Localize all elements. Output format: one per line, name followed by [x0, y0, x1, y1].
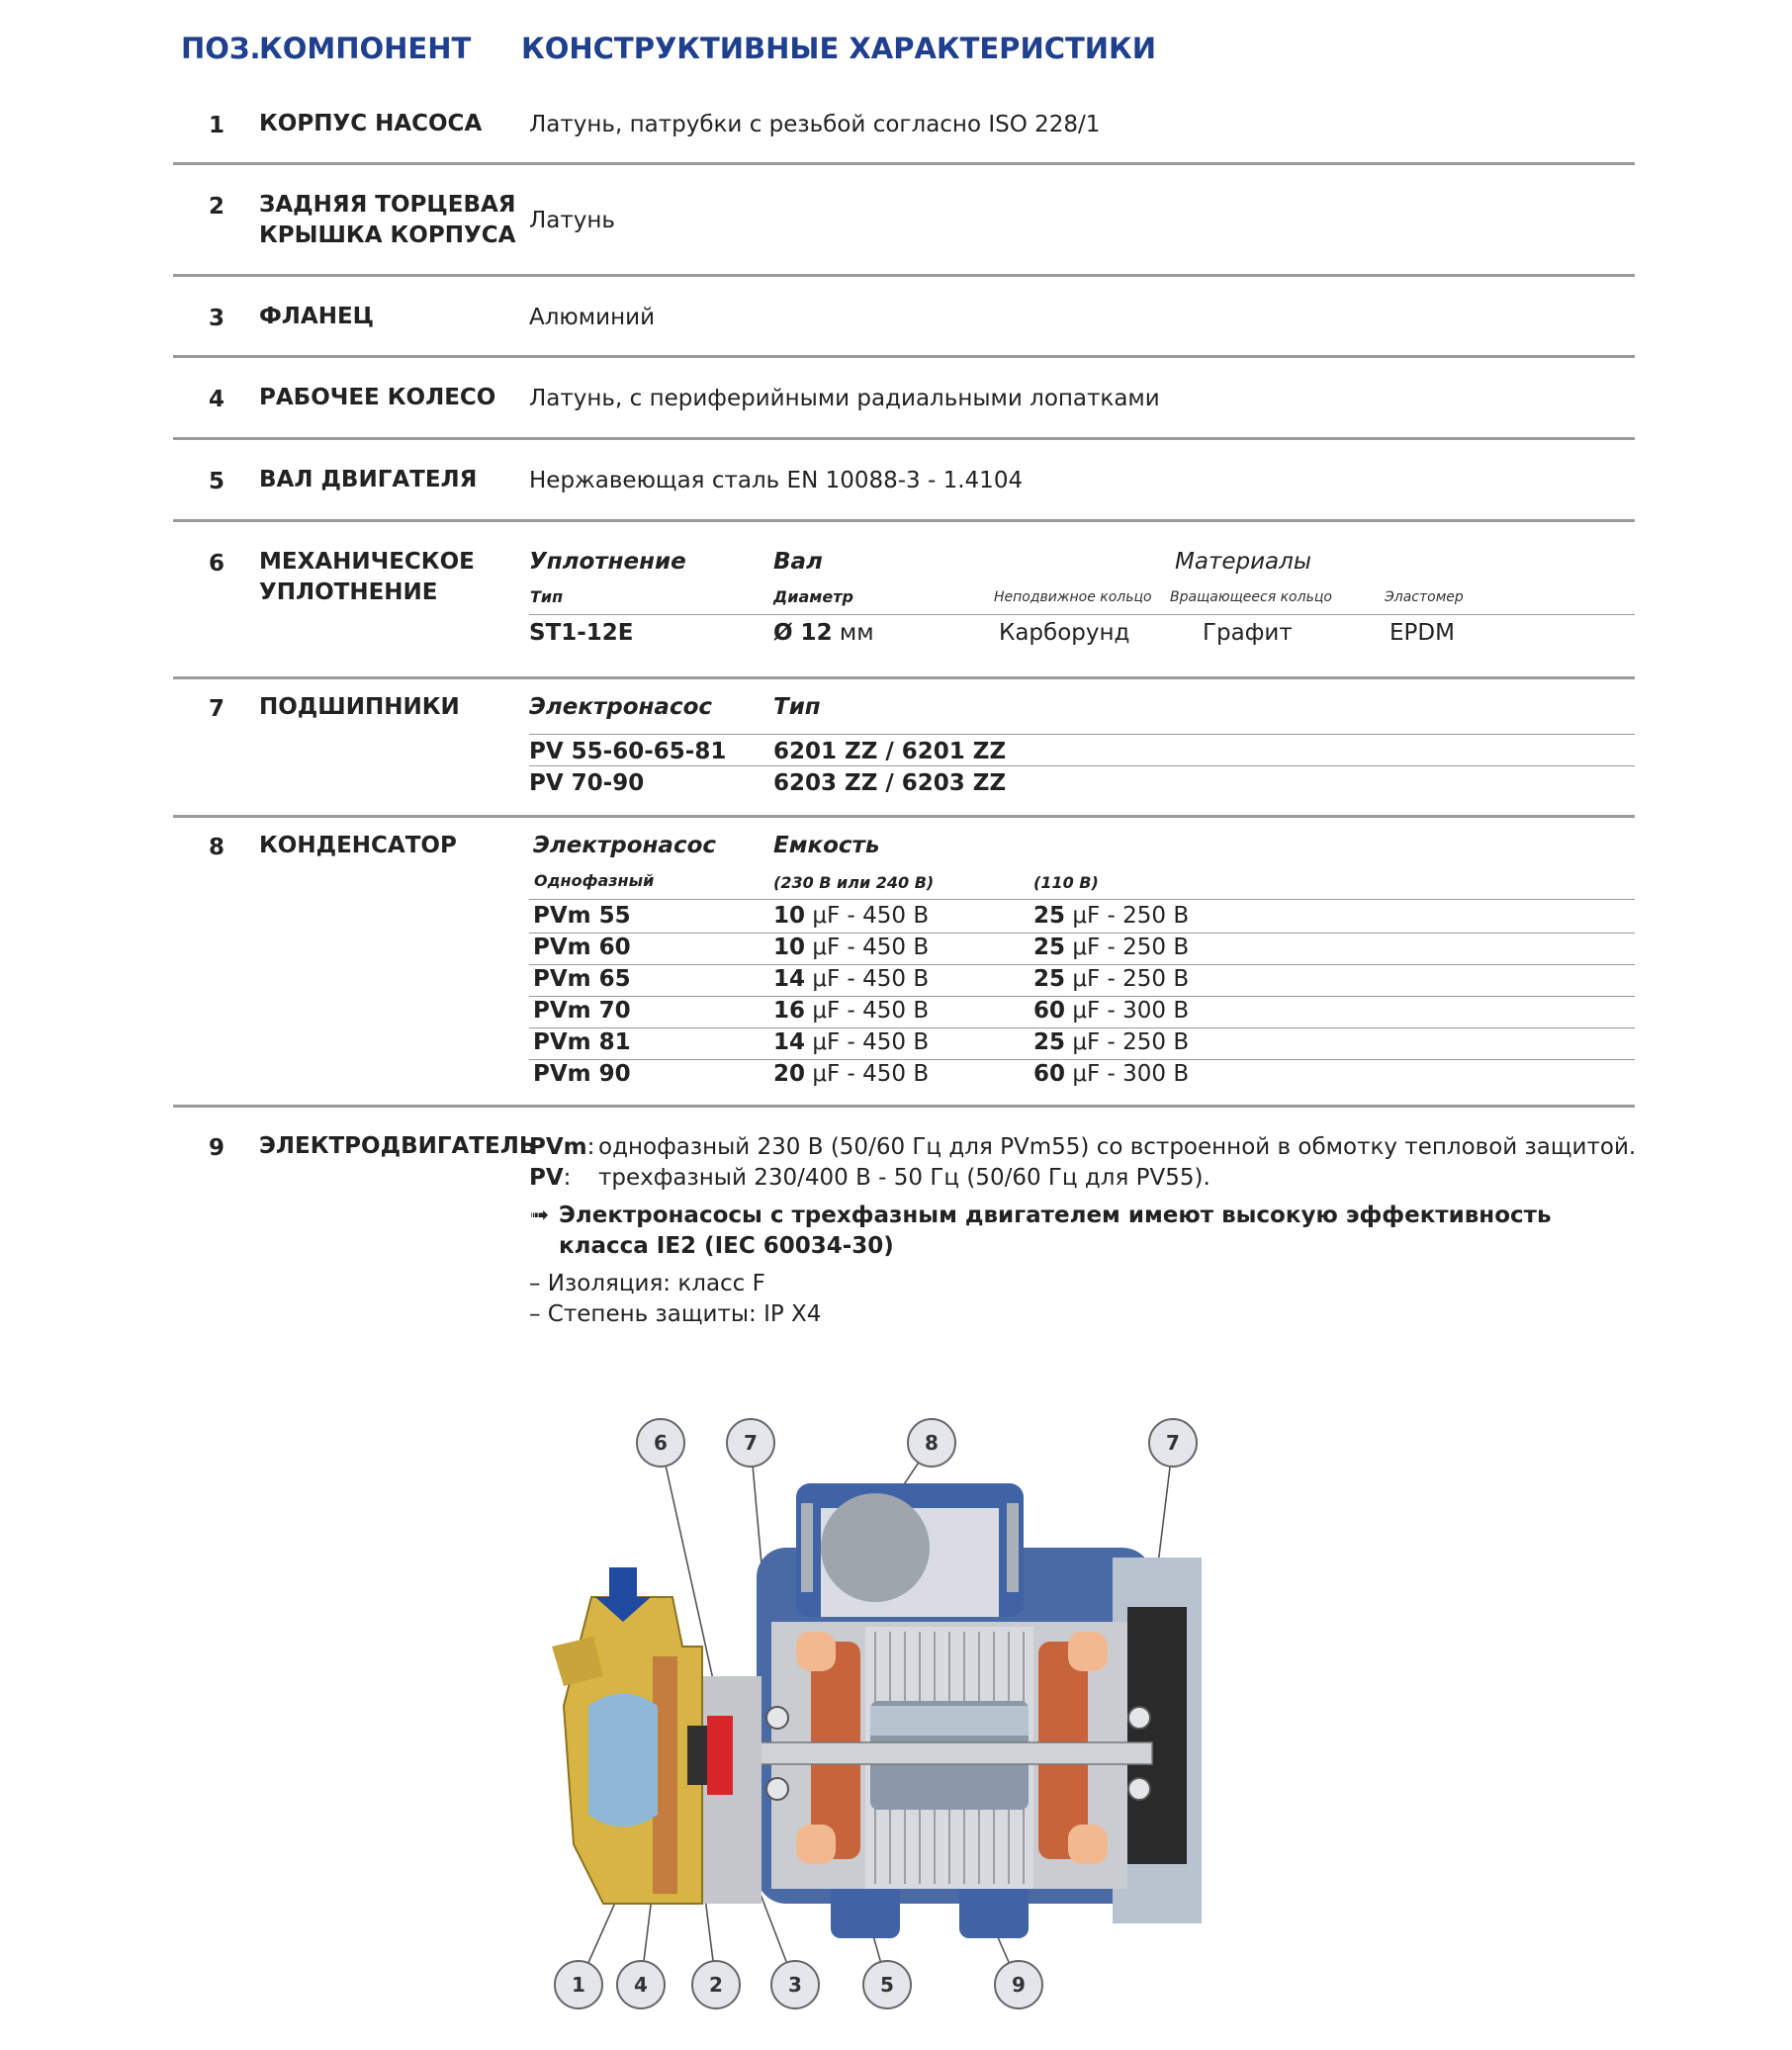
component-name: ЗАДНЯЯ ТОРЦЕВАЯ: [259, 192, 516, 218]
protection-degree: – Степень защиты: IP X4: [529, 1301, 822, 1327]
elastomer-subheading: Эластомер: [1385, 589, 1464, 605]
voltage-110-subheading: (110 В): [1033, 873, 1099, 892]
callout-label: 6: [654, 1431, 668, 1455]
rotating-ring-subheading: Вращающееся кольцо: [1170, 589, 1332, 605]
pump-heading: Электронасос: [533, 833, 717, 858]
foot: [959, 1884, 1029, 1938]
table-line: [529, 1059, 1635, 1060]
fixed-ring-subheading: Неподвижное кольцо: [994, 589, 1152, 605]
callouts-top: [637, 1419, 1197, 1467]
capacity-value: 25: [1033, 903, 1066, 929]
capacity-value: 25: [1033, 1029, 1066, 1055]
capacitor-110v: [1033, 935, 1189, 960]
row-number: 2: [209, 194, 225, 220]
pump-heading: Электронасос: [529, 694, 713, 720]
callouts-bottom: [555, 1961, 1042, 2008]
pv-label: PV: [529, 1165, 564, 1191]
capacity-unit: μF - 450 В: [805, 998, 930, 1024]
capacitor-230v: [773, 966, 929, 992]
capacity-unit: μF - 450 В: [805, 966, 930, 992]
row-number: 9: [209, 1135, 225, 1161]
capacitor: [821, 1493, 930, 1602]
capacity-value: 10: [773, 935, 806, 960]
capacitor-230v: [773, 903, 929, 929]
pump-model: PVm 60: [533, 935, 631, 960]
header-component: КОМПОНЕНТ: [259, 32, 472, 65]
row-number: 3: [209, 306, 225, 331]
motor-pvm-text: однофазный 230 В (50/60 Гц для PVm55) со встроенной в обмотку тепловой защитой.: [598, 1134, 1637, 1160]
component-value: Нержавеющая сталь EN 10088-3 - 1.4104: [529, 468, 1024, 493]
capacitor-110v: [1033, 966, 1189, 992]
capacitor-pump: [533, 1029, 631, 1055]
capacity-value: 16: [773, 998, 806, 1024]
row-divider: [173, 1105, 1635, 1108]
insulation-class: – Изоляция: класс F: [529, 1271, 765, 1296]
motor-pv-line: PV:: [529, 1165, 572, 1191]
row-divider: [173, 437, 1635, 440]
pump-model: PVm 65: [533, 966, 631, 992]
winding-end: [796, 1825, 836, 1864]
capacitor-230v: [773, 998, 929, 1024]
table-line: [529, 933, 1635, 934]
seal-ring: [687, 1726, 707, 1785]
capacitor-110v: [1033, 1061, 1189, 1087]
bearing: [1128, 1707, 1150, 1729]
winding-end: [1068, 1825, 1108, 1864]
bearing: [766, 1707, 788, 1729]
bearing: [1128, 1778, 1150, 1800]
callout-label: 2: [709, 1973, 723, 1997]
component-name: КОНДЕНСАТОР: [259, 833, 457, 858]
table-line: [529, 614, 1635, 615]
seal-type: ST1-12E: [529, 620, 634, 646]
component-value: Латунь: [529, 208, 615, 233]
efficiency-note: класса IE2 (IEC 60034-30): [559, 1233, 894, 1259]
component-name: ЭЛЕКТРОДВИГАТЕЛЬ: [259, 1133, 537, 1159]
capacitor-110v: [1033, 998, 1189, 1024]
materials-heading: Материалы: [1175, 549, 1311, 575]
callout-label: 4: [634, 1973, 648, 1997]
mechanical-seal: [707, 1716, 733, 1795]
row-number: 5: [209, 469, 225, 494]
row-number: 7: [209, 696, 225, 722]
bearing-type: 6201 ZZ / 6201 ZZ: [773, 739, 1007, 764]
capacity-unit: μF - 300 В: [1065, 1061, 1190, 1087]
component-name: ФЛАНЕЦ: [259, 304, 375, 329]
capacitor-110v: [1033, 1029, 1189, 1055]
rotor-highlight: [870, 1706, 1029, 1736]
capacity-unit: μF - 250 В: [1065, 1029, 1190, 1055]
component-value: Латунь, патрубки с резьбой согласно ISO 228/1: [529, 112, 1101, 137]
component-name: УПЛОТНЕНИЕ: [259, 579, 438, 605]
capacity-unit: μF - 450 В: [805, 903, 930, 929]
component-name: КРЫШКА КОРПУСА: [259, 223, 516, 248]
pump-model: PVm 55: [533, 903, 631, 929]
diameter-unit: мм: [832, 620, 874, 646]
callout-label: 5: [880, 1973, 894, 1997]
capacity-value: 60: [1033, 998, 1066, 1024]
table-line: [529, 964, 1635, 965]
component-name: КОРПУС НАСОСА: [259, 111, 483, 136]
efficiency-note: Электронасосы с трехфазным двигателем имеют высокую эффективность: [559, 1203, 1552, 1228]
table-line: [529, 996, 1635, 997]
diameter-subheading: Диаметр: [773, 587, 853, 606]
fixed-ring-material: Карборунд: [999, 620, 1130, 646]
bearing-pump: PV 70-90: [529, 770, 645, 796]
row-divider: [173, 162, 1635, 165]
motor-pvm-line: PVm:: [529, 1134, 595, 1160]
single-phase-subheading: Однофазный: [534, 871, 655, 890]
capacitor-pump: [533, 966, 631, 992]
capacitor-230v: [773, 1029, 929, 1055]
shaft-diameter: [773, 620, 874, 646]
capacitor-110v: [1033, 903, 1189, 929]
type-subheading: Тип: [530, 587, 564, 606]
capacity-value: 20: [773, 1061, 806, 1087]
callout-label: 7: [744, 1431, 758, 1455]
callout-label: 3: [788, 1973, 802, 1997]
pump-cross-section: [534, 1409, 1286, 2042]
component-name: ВАЛ ДВИГАТЕЛЯ: [259, 467, 478, 492]
table-line: [529, 899, 1635, 900]
pump-chamber: [588, 1694, 658, 1827]
component-name: ПОДШИПНИКИ: [259, 694, 460, 720]
capacity-value: 10: [773, 903, 806, 929]
capacity-unit: μF - 300 В: [1065, 998, 1190, 1024]
screw: [1007, 1503, 1019, 1592]
bearing-pump: PV 55-60-65-81: [529, 739, 727, 764]
row-number: 8: [209, 835, 225, 860]
bearing-type: 6203 ZZ / 6203 ZZ: [773, 770, 1007, 796]
component-value: Латунь, с периферийными радиальными лопатками: [529, 386, 1160, 411]
pump-model: PVm 90: [533, 1061, 631, 1087]
row-number: 4: [209, 387, 225, 412]
screw: [801, 1503, 813, 1592]
elastomer-material: EPDM: [1389, 620, 1455, 646]
capacity-unit: μF - 250 В: [1065, 935, 1190, 960]
capacitor-230v: [773, 935, 929, 960]
pump-model: PVm 81: [533, 1029, 631, 1055]
header-pos: ПОЗ.: [181, 32, 261, 65]
capacity-unit: μF - 250 В: [1065, 966, 1190, 992]
capacity-heading: Емкость: [773, 833, 880, 858]
capacitor-pump: [533, 903, 631, 929]
rotating-ring-material: Графит: [1203, 620, 1293, 646]
capacity-value: 14: [773, 966, 806, 992]
shaft-heading: Вал: [773, 549, 823, 575]
capacity-value: 25: [1033, 935, 1066, 960]
diameter-value: Ø 12: [773, 620, 833, 646]
row-divider: [173, 274, 1635, 277]
foot: [831, 1884, 900, 1938]
component-name: МЕХАНИЧЕСКОЕ: [259, 549, 475, 575]
capacitor-230v: [773, 1061, 929, 1087]
component-name: РАБОЧЕЕ КОЛЕСО: [259, 385, 496, 410]
callout-label: 7: [1166, 1431, 1180, 1455]
header-characteristics: КОНСТРУКТИВНЫЕ ХАРАКТЕРИСТИКИ: [521, 32, 1157, 65]
row-divider: [173, 676, 1635, 679]
row-number: 6: [209, 551, 225, 577]
pump-model: PVm 70: [533, 998, 631, 1024]
callout-label: 9: [1012, 1973, 1026, 1997]
capacitor-pump: [533, 1061, 631, 1087]
row-divider: [173, 815, 1635, 818]
type-heading: Тип: [773, 694, 821, 720]
capacity-unit: μF - 250 В: [1065, 903, 1190, 929]
row-number: 1: [209, 113, 225, 138]
component-value: Алюминий: [529, 305, 656, 330]
table-line: [529, 765, 1635, 766]
arrow-icon: ➟: [530, 1203, 550, 1228]
capacitor-pump: [533, 998, 631, 1024]
winding-end: [796, 1632, 836, 1671]
table-line: [529, 734, 1635, 735]
motor-pv-text: трехфазный 230/400 В - 50 Гц (50/60 Гц для PV55).: [598, 1165, 1210, 1191]
pvm-label: PVm: [529, 1134, 587, 1160]
capacity-value: 25: [1033, 966, 1066, 992]
fan: [1127, 1607, 1187, 1864]
bearing: [766, 1778, 788, 1800]
callout-label: 8: [925, 1431, 939, 1455]
capacity-unit: μF - 450 В: [805, 1029, 930, 1055]
winding-end: [1068, 1632, 1108, 1671]
capacity-value: 14: [773, 1029, 806, 1055]
callout-label: 1: [572, 1973, 585, 1997]
capacity-value: 60: [1033, 1061, 1066, 1087]
capacity-unit: μF - 450 В: [805, 1061, 930, 1087]
capacitor-pump: [533, 935, 631, 960]
capacity-unit: μF - 450 В: [805, 935, 930, 960]
row-divider: [173, 519, 1635, 522]
voltage-230-subheading: (230 В или 240 В): [773, 873, 935, 892]
table-line: [529, 1027, 1635, 1028]
seal-heading: Уплотнение: [529, 549, 686, 575]
row-divider: [173, 355, 1635, 358]
